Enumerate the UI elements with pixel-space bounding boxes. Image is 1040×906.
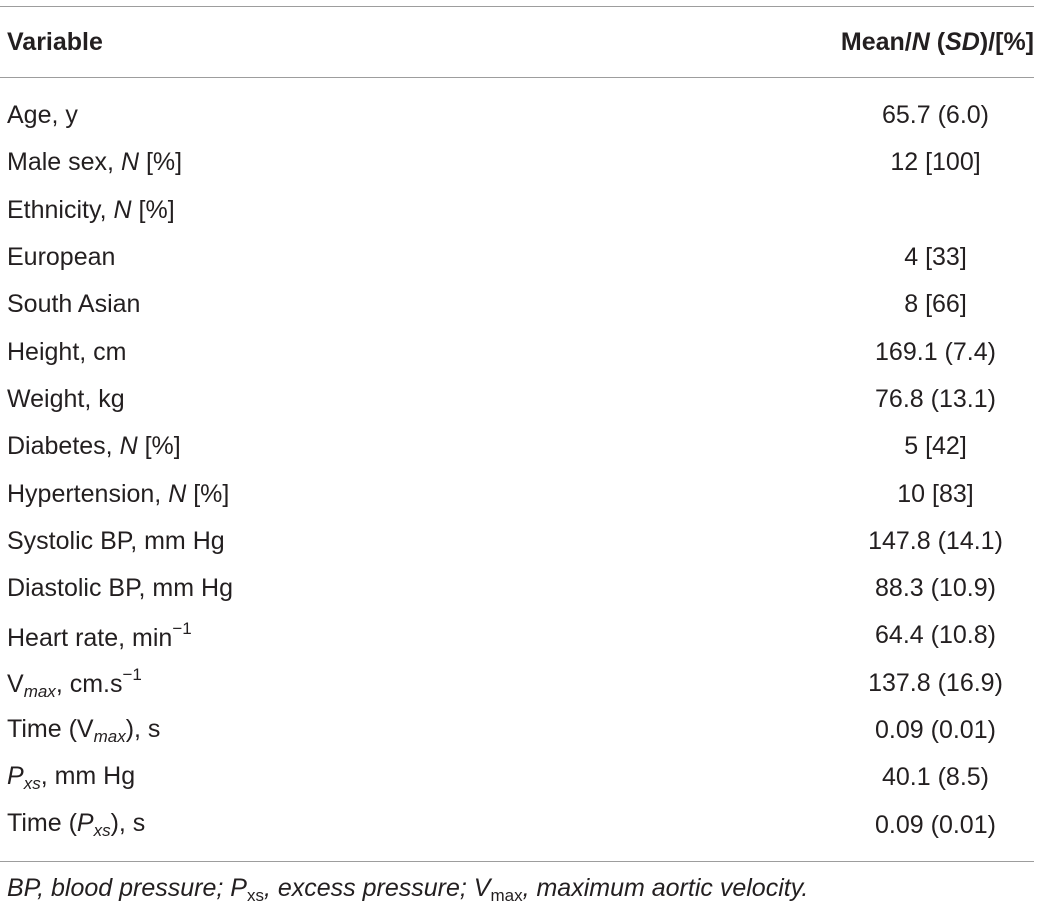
row-value: 0.09 (0.01)	[875, 810, 996, 839]
table-row	[0, 660, 1034, 707]
table-row	[0, 92, 1034, 139]
row-value: 76.8 (13.1)	[875, 384, 996, 413]
row-label: Diabetes, N [%]	[7, 432, 181, 461]
table-row	[0, 518, 1034, 565]
row-value: 10 [83]	[897, 479, 974, 508]
row-label: Hypertension, N [%]	[7, 479, 230, 508]
table-row	[0, 565, 1034, 612]
row-value: 4 [33]	[904, 243, 967, 272]
row-value: 147.8 (14.1)	[868, 526, 1003, 555]
table-row	[0, 234, 1034, 281]
table-row	[0, 470, 1034, 517]
row-label: Time $(V_{max})$, s	[7, 714, 161, 746]
table-row	[0, 376, 1034, 423]
row-label: Ethnicity, N [%]	[7, 195, 175, 224]
header-variable: Variable	[7, 27, 103, 56]
row-label: European	[7, 243, 116, 272]
row-value: 65.7 (6.0)	[881, 101, 989, 130]
table-footnote: BP, blood pressure; $P_{xs}$, excess pressure; $V_{max}$, maximum aortic velocity.	[7, 873, 809, 905]
row-value: 5 [42]	[904, 432, 967, 461]
row-value: 0.09 (0.01)	[875, 716, 996, 744]
row-value: 12 [100]	[890, 148, 981, 177]
row-label: $P_{xs}$, mm Hg	[7, 761, 136, 793]
row-label: Weight, kg	[7, 384, 125, 413]
row-label: Male sex, N [%]	[7, 148, 183, 177]
row-label: Heart rate, $\min^{-1}$	[7, 618, 192, 652]
row-value: 8 [66]	[904, 290, 967, 319]
row-value: 169.1 (7.4)	[875, 337, 996, 366]
row-label: Diastolic BP, mm Hg	[7, 574, 233, 603]
row-label: Time $(P_{xs})$, s	[7, 809, 146, 841]
table-row	[0, 328, 1034, 375]
table-row	[0, 754, 1034, 801]
row-label: $V_{max}$, $cm.s^{-1}$	[7, 664, 142, 701]
table-row	[0, 187, 1034, 234]
row-value: 40.1 (8.5)	[881, 763, 989, 792]
row-label: Height, cm	[7, 337, 127, 366]
row-value: 88.3 (10.9)	[875, 574, 996, 603]
table-row	[0, 423, 1034, 470]
row-label: South Asian	[7, 290, 141, 319]
table-body	[0, 78, 1034, 861]
table-row	[0, 707, 1034, 754]
table-row	[0, 801, 1034, 848]
table-row	[0, 139, 1034, 186]
table-header	[0, 7, 1034, 77]
row-value: 137.8 (16.9)	[868, 668, 1003, 697]
table-row	[0, 281, 1034, 328]
row-label: Systolic BP, mm Hg	[7, 526, 225, 555]
header-mean: Mean/N (SD)/[%]	[840, 27, 1034, 56]
row-label: Age, y	[7, 101, 78, 130]
table-row	[0, 612, 1034, 659]
row-value: 64.4 (10.8)	[875, 621, 996, 650]
